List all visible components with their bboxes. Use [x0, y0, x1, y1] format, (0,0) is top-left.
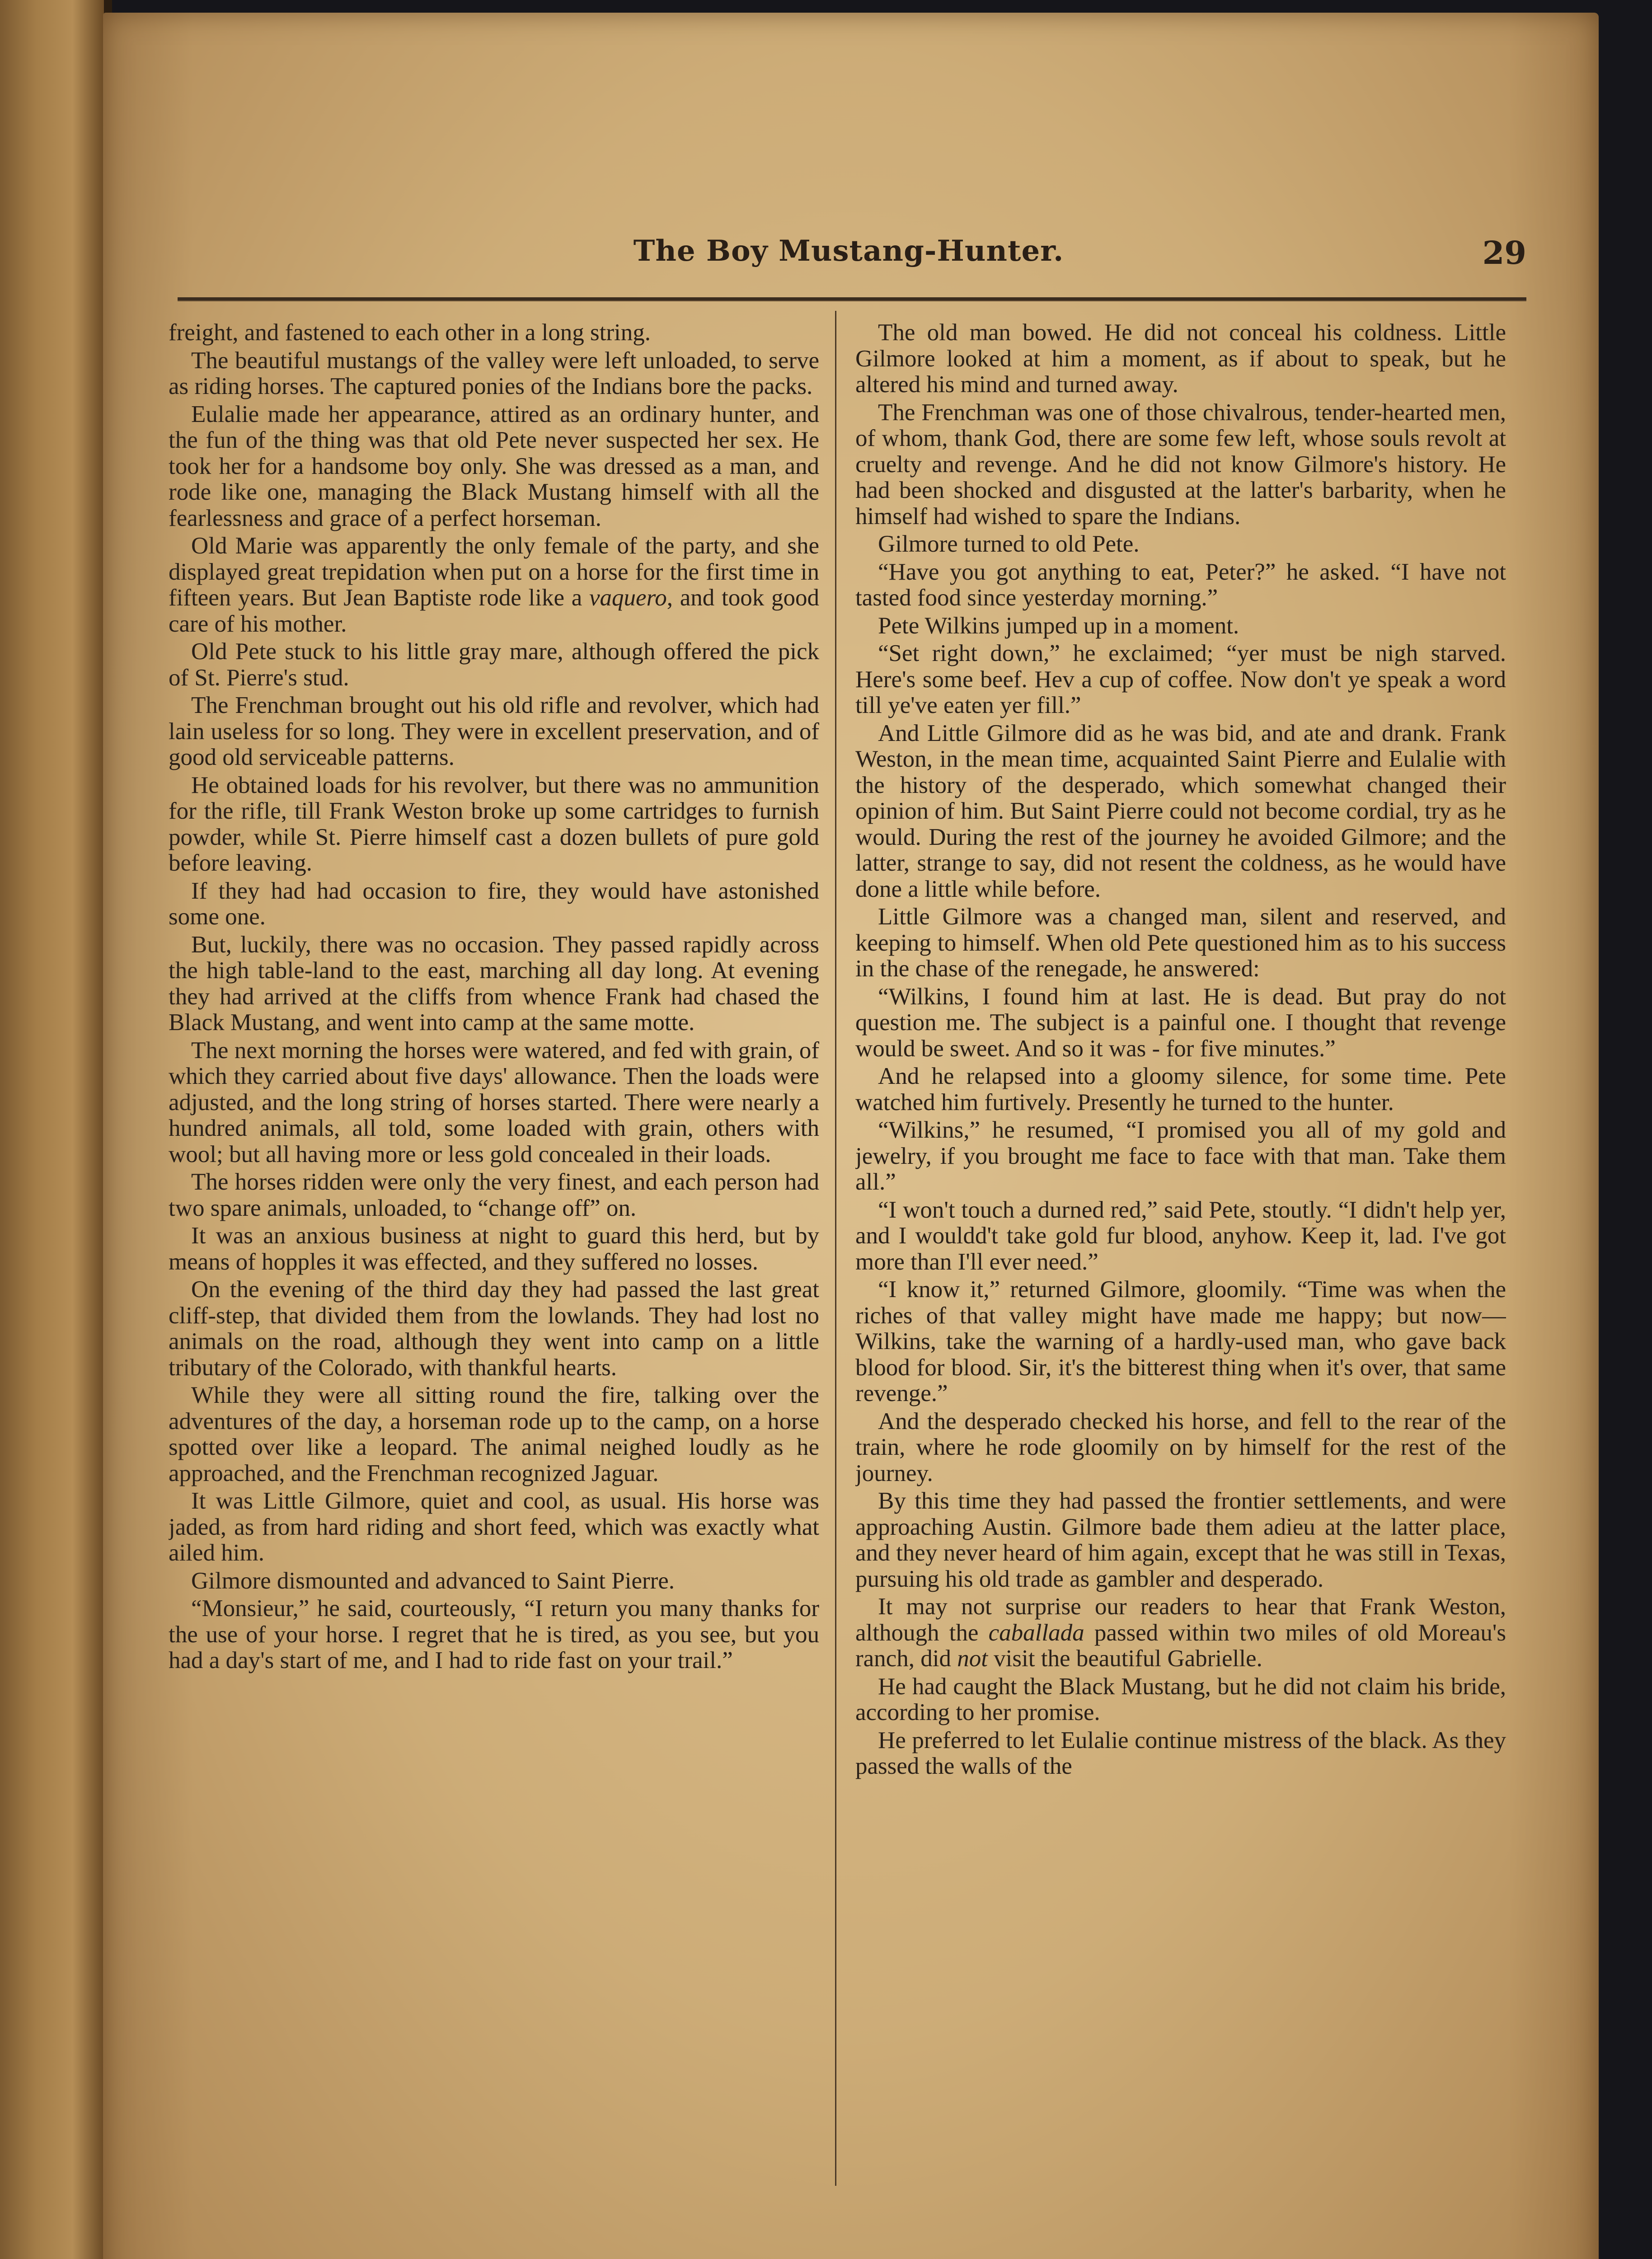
text-run: It was Little Gilmore, quiet and cool, as usual. His horse was jaded, as from hard riding and short feed, which was exactly what ailed him.: [169, 1488, 819, 1566]
paragraph: [169, 878, 819, 930]
text-run: “Have you got anything to eat, Peter?” he asked. “I have not tasted food since yesterday morning.”: [855, 558, 1506, 611]
text-run: The Frenchman brought out his old rifle and revolver, which had lain useless for so long. They were in excellent preservation, and of good old serviceable patterns.: [169, 692, 819, 770]
text-run: And the desperado checked his horse, and fell to the rear of the train, where he rode gloomily on by himself for the rest of the journey.: [855, 1408, 1506, 1486]
text-run: visit the beautiful Gabrielle.: [987, 1645, 1262, 1672]
italic-text: vaquero: [589, 585, 667, 611]
text-run: freight, and fastened to each other in a long string.: [169, 320, 651, 346]
text-run: By this time they had passed the frontier settlements, and were approaching Austin. Gilmore bade them adieu at the latter place, and they never heard of him again, except that he was still in Texas, pursuing his old trade as gambler and desperado.: [855, 1488, 1506, 1592]
text-run: , and took good care of his mother.: [169, 585, 819, 637]
paragraph: [855, 1064, 1506, 1115]
text-run: It may not surprise our readers to hear that Frank Weston, although the: [855, 1593, 1506, 1646]
text-run: “I know it,” returned Gilmore, gloomily. “Time was when the riches of that valley might have made me happy; but now—Wilkins, take the warning of a hardly-used man, who gave back blood for blood. Sir, it's the bitterest thing when it's over, that same revenge.”: [855, 1276, 1506, 1406]
paragraph: [855, 904, 1506, 982]
left-column: [169, 320, 819, 2259]
paragraph: [169, 932, 819, 1036]
paragraph: [169, 1223, 819, 1275]
text-run: “Monsieur,” he said, courteously, “I return you many thanks for the use of your horse. I regret that he is tired, as you see, but you had a day's start of me, and I had to ride fast on your trail.”: [169, 1595, 819, 1673]
text-run: Little Gilmore was a changed man, silent and reserved, and keeping to himself. When old Pete questioned him as to his success in the chase of the renegade, he answered:: [855, 904, 1506, 982]
running-head: [171, 234, 1526, 284]
paragraph: [855, 613, 1506, 639]
text-run: If they had had occasion to fire, they would have astonished some one.: [169, 877, 819, 930]
paragraph: [855, 1728, 1506, 1780]
paragraph: [855, 1674, 1506, 1726]
facing-page-edge: [0, 0, 112, 2259]
text-run: Pete Wilkins jumped up in a moment.: [878, 612, 1239, 639]
text-run: It was an anxious business at night to guard this herd, but by means of hopples it was effected, and they suffered no losses.: [169, 1223, 819, 1275]
text-run: The horses ridden were only the very finest, and each person had two spare animals, unloaded, to “change off” on.: [169, 1169, 819, 1221]
text-run: Gilmore turned to old Pete.: [878, 531, 1140, 557]
text-run: The old man bowed. He did not conceal his coldness. Little Gilmore looked at him a moment, as if about to speak, but he altered his mind and turned away.: [855, 320, 1506, 398]
paragraph: [855, 1409, 1506, 1487]
text-run: Eulalie made her appearance, attired as an ordinary hunter, and the fun of the thing was that old Pete never suspected her sex. He took her for a handsome boy only. She was dressed as a man, and rode like one, managing the Black Mustang himself with all the fearlessness and grace of a perfect horseman.: [169, 401, 819, 531]
paragraph: [855, 1197, 1506, 1275]
paragraph: [169, 320, 819, 346]
paragraph: [169, 1038, 819, 1168]
text-run: passed within two miles of old Moreau's ranch, did: [855, 1619, 1506, 1672]
italic-text: caballada: [988, 1619, 1084, 1646]
text-run: On the evening of the third day they had passed the last great cliff-step, that divided them from the lowlands. They had lost no animals on the road, although they went into camp on a little tributary of the Colorado, with thankful hearts.: [169, 1276, 819, 1381]
text-run: “Wilkins, I found him at last. He is dead. But pray do not question me. The subject is a painful one. I thought that revenge would be sweet. And so it was - for five minutes.”: [855, 983, 1506, 1062]
italic-text: not: [957, 1645, 988, 1672]
page-title: The Boy Mustang-Hunter.: [633, 234, 1064, 268]
paragraph: [169, 1596, 819, 1674]
paragraph: [169, 533, 819, 637]
text-run: He obtained loads for his revolver, but there was no ammunition for the rifle, till Frank Weston broke up some cartridges to furnish powder, while St. Pierre himself cast a dozen bullets of pure gold before leaving.: [169, 772, 819, 876]
paragraph: [855, 1488, 1506, 1592]
text-run: “I won't touch a durned red,” said Pete, stoutly. “I didn't help yer, and I wouldd't take gold fur blood, anyhow. Keep it, lad. I've got more than I'll ever need.”: [855, 1196, 1506, 1275]
text-run: And he relapsed into a gloomy silence, for some time. Pete watched him furtively. Presently he turned to the hunter.: [855, 1063, 1506, 1115]
text-run: But, luckily, there was no occasion. They passed rapidly across the high table-land to the east, marching all day long. At evening they had arrived at the cliffs from whence Frank had chased the Black Mustang, and went into camp at the same motte.: [169, 931, 819, 1036]
paragraph: [855, 320, 1506, 398]
text-run: He preferred to let Eulalie continue mistress of the black. As they passed the walls of the: [855, 1727, 1506, 1779]
text-run: “Set right down,” he exclaimed; “yer must be nigh starved. Here's some beef. Hev a cup of coffee. Now don't ye speak a word till ye've eaten yer fill.”: [855, 640, 1506, 718]
paragraph: [169, 348, 819, 400]
text-run: “Wilkins,” he resumed, “I promised you all of my gold and jewelry, if you brought me face to face with that man. Take them all.”: [855, 1117, 1506, 1195]
paragraph: [855, 1117, 1506, 1195]
paragraph: [855, 721, 1506, 903]
text-run: The beautiful mustangs of the valley were left unloaded, to serve as riding horses. The captured ponies of the Indians bore the packs.: [169, 347, 819, 399]
paragraph: [169, 773, 819, 876]
paragraph: [169, 1488, 819, 1566]
paragraph: [855, 559, 1506, 611]
paragraph: [169, 402, 819, 532]
column-divider: [835, 311, 836, 2186]
paragraph: [169, 1169, 819, 1221]
right-column: [855, 320, 1506, 2259]
paragraph: [855, 400, 1506, 530]
paragraph: [855, 531, 1506, 558]
paragraph: [855, 641, 1506, 719]
paragraph: [169, 693, 819, 771]
paragraph: [169, 1383, 819, 1486]
paragraph: [855, 1594, 1506, 1672]
text-run: Old Pete stuck to his little gray mare, although offered the pick of St. Pierre's stud.: [169, 638, 819, 691]
text-run: The next morning the horses were watered, and fed with grain, of which they carried about five days' allowance. Then the loads were adjusted, and the long string of horses started. There were nearly a hundred animals, all told, some loaded with grain, others with wool; but all having more or less gold concealed in their loads.: [169, 1037, 819, 1167]
text-run: Old Marie was apparently the only female of the party, and she displayed great trepidation when put on a horse for the first time in fifteen years. But Jean Baptiste rode like a: [169, 533, 819, 611]
text-run: While they were all sitting round the fire, talking over the adventures of the day, a horseman rode up to the camp, on a horse spotted over like a leopard. The animal neighed loudly as he approached, and the Frenchman recognized Jaguar.: [169, 1382, 819, 1486]
paragraph: [169, 639, 819, 691]
paragraph: [169, 1277, 819, 1381]
paragraph: [855, 984, 1506, 1062]
paragraph: [855, 1277, 1506, 1407]
text-run: And Little Gilmore did as he was bid, and ate and drank. Frank Weston, in the mean time, acquainted Saint Pierre and Eulalie with the history of the desperado, which somewhat changed their opinion of him. But Saint Pierre could not become cordial, try as he would. During the rest of the journey he avoided Gilmore; and the latter, strange to say, did not resent the coldness, as he would have done a little while before.: [855, 720, 1506, 902]
page-number: 29: [1482, 234, 1526, 272]
text-run: The Frenchman was one of those chivalrous, tender-hearted men, of whom, thank God, there are some few left, whose souls revolt at cruelty and revenge. And he did not know Gilmore's history. He had been shocked and disgusted at the latter's barbarity, when he himself had wished to spare the Indians.: [855, 399, 1506, 530]
text-run: Gilmore dismounted and advanced to Saint Pierre.: [191, 1567, 675, 1594]
text-run: He had caught the Black Mustang, but he did not claim his bride, according to her promise.: [855, 1673, 1506, 1725]
header-rule: [178, 297, 1526, 301]
paragraph: [169, 1568, 819, 1594]
